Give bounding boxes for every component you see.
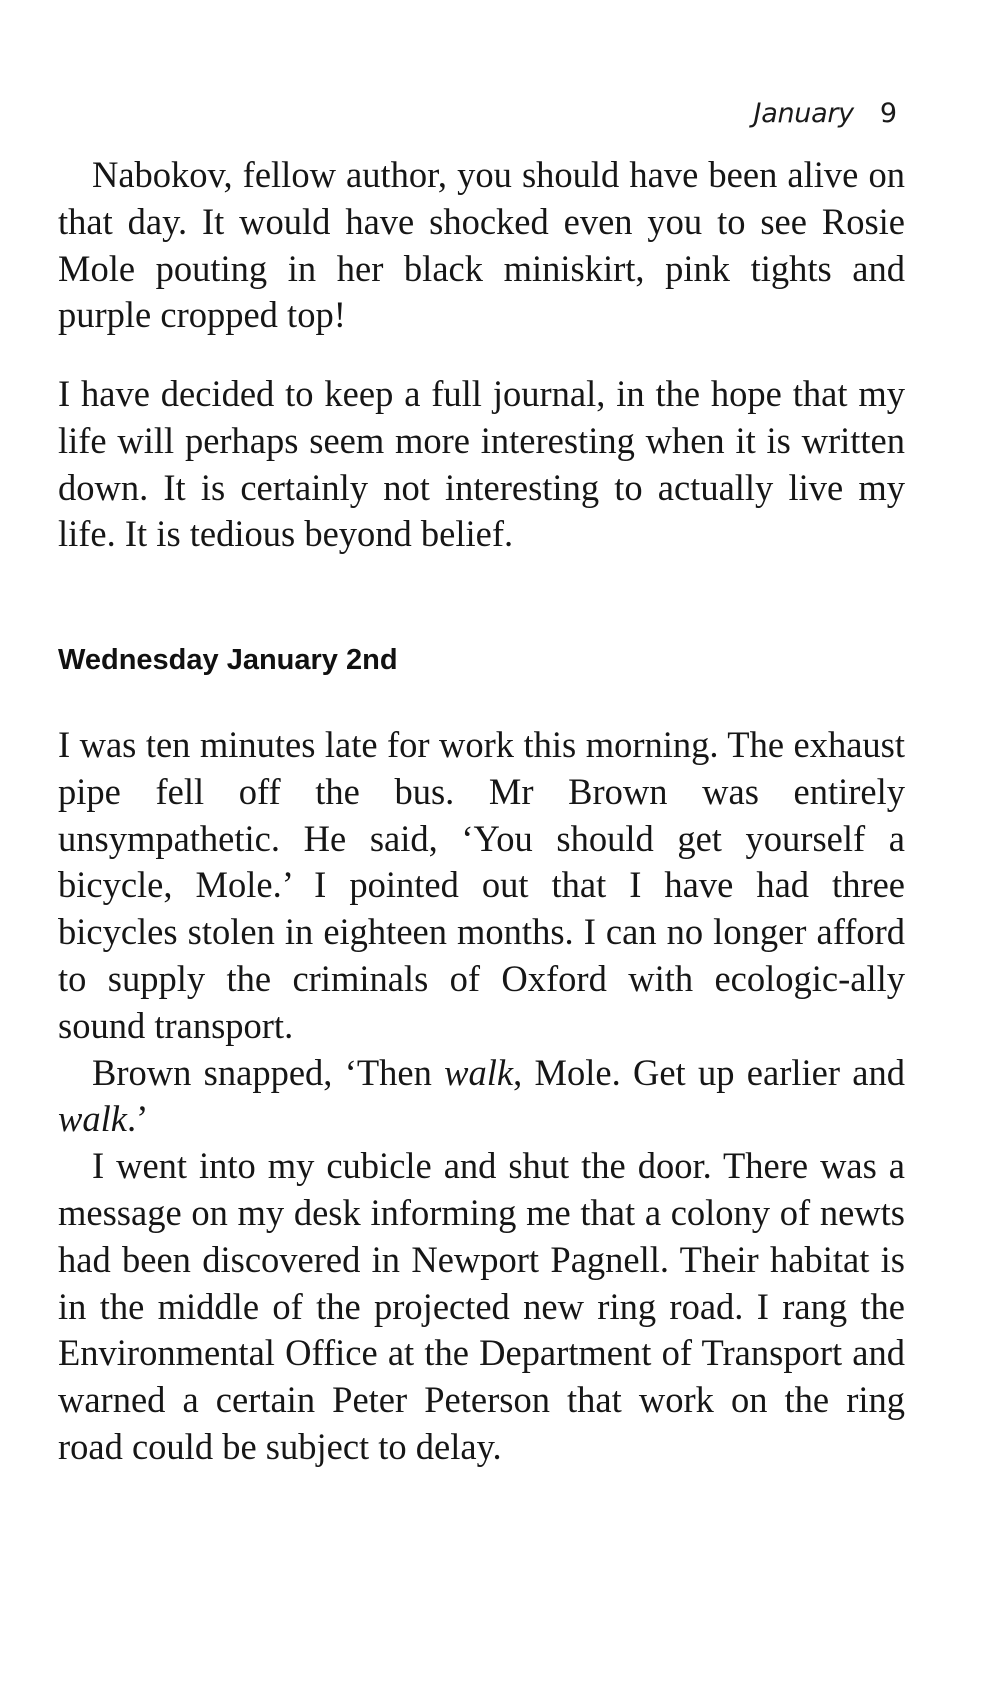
emphasis-walk: walk xyxy=(58,1098,127,1140)
paragraph-newts: I went into my cubicle and shut the door. There was a message on my desk informing me that a colony of newts had been discovered in Newport Pagnell. Their habitat is in the middle of the projected new ring road. I rang the Environmental Office at the Department of Transport and warned a certain Peter Peterson that work on the ring road could be subject to delay. xyxy=(58,1145,905,1467)
emphasis-walk: walk xyxy=(444,1051,514,1093)
text-run: , Mole. Get up earlier and xyxy=(513,1051,905,1093)
paragraph-brown-snapped xyxy=(58,1050,905,1144)
running-head xyxy=(754,97,897,131)
paragraph-nabokov xyxy=(58,152,905,339)
entry-date-heading: Wednesday January 2nd xyxy=(58,644,398,676)
entry-body xyxy=(58,722,905,1471)
page-number: 9 xyxy=(879,98,897,129)
paragraph-text: Nabokov, fellow author, you should have been alive on that day. It would have shocked even you to see Rosie Mole pouting in her black miniskirt, pink tights and purple cropped top! xyxy=(58,154,905,336)
running-head-title: January xyxy=(753,98,854,129)
text-run: Brown snapped, ‘Then xyxy=(92,1051,445,1093)
paragraph-text: I have decided to keep a full journal, in the hope that my life will perhaps seem more interesting when it is written down. It is certainly not interesting to actually live my life. It is tedious beyond belief. xyxy=(58,373,905,555)
paragraph-late-for-work: I was ten minutes late for work this morning. The exhaust pipe fell off the bus. Mr Brown was entirely unsympathetic. He said, ‘You should get yourself a bicycle, Mole.’ I pointed out that I have had three bicycles stolen in eighteen months. I can no longer afford to supply the criminals of Oxford with ecologic-ally sound transport. xyxy=(58,724,905,1046)
text-run: .’ xyxy=(126,1098,149,1140)
paragraph-journal xyxy=(58,371,905,558)
